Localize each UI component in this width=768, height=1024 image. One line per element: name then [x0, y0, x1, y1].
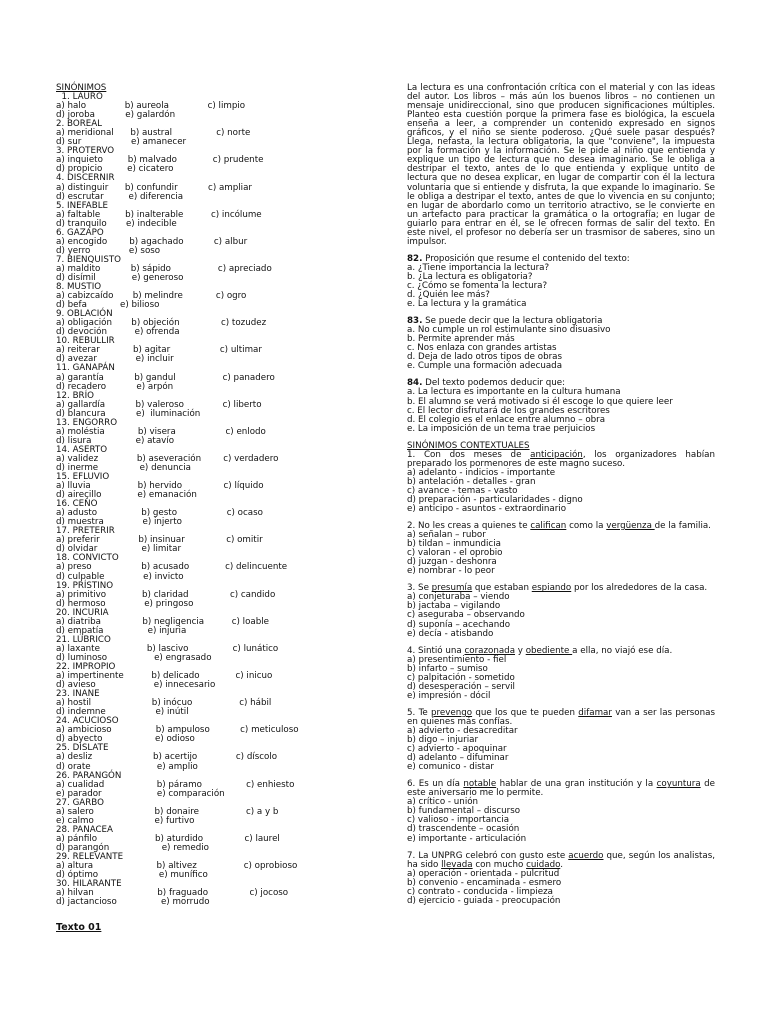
answer-option: c. Nos enlaza con grandes artistas	[407, 343, 557, 354]
question-number: 82.	[407, 253, 423, 264]
answer-option: a) crítico - unión	[407, 797, 479, 808]
synonym-options: d) parangón e) remedio	[56, 842, 209, 853]
answer-option: d) ejercicio - guiada - preocupación	[407, 895, 561, 906]
contextual-question	[407, 852, 715, 906]
synonym-options: d) olvidar e) limitar	[56, 544, 182, 555]
synonym-word: 28. PANACEA	[56, 824, 113, 835]
question-stem: Se puede decir que la lectura obligatoria	[422, 316, 603, 327]
synonym-word: 13. ENGORRO	[56, 417, 118, 428]
synonym-options: a) salero b) donaire c) a y b	[56, 806, 279, 817]
key-word: califican	[530, 521, 567, 532]
answer-option: e. La imposición de un tema trae perjuicios	[407, 423, 596, 434]
synonym-options: a) obligación b) objeción c) tozudez	[56, 318, 267, 329]
synonym-options: a) preso b) acusado c) delincuente	[56, 562, 288, 573]
contextual-question	[407, 584, 715, 638]
answer-option: b) antelación - detalles - gran	[407, 476, 536, 487]
synonym-options: d) blancura e) iluminación	[56, 408, 201, 419]
question-options	[407, 326, 715, 371]
answer-option: a) operación - orientada - pulcritud	[407, 868, 560, 879]
synonym-options: a) garantía b) gandul c) panadero	[56, 372, 275, 383]
contextual-synonyms-title: SINÓNIMOS CONTEXTUALES	[407, 440, 530, 451]
key-word: notable	[463, 779, 497, 790]
synonym-options: d) tranquilo e) indecible	[56, 218, 177, 229]
synonym-options: d) empatía e) injuria	[56, 625, 187, 636]
synonyms-list	[56, 93, 386, 907]
question-stem	[407, 709, 715, 727]
synonym-options: a) altura b) altivez c) oprobioso	[56, 861, 298, 872]
stem-text: 7. La UNPRG celebró con gusto este	[407, 850, 569, 861]
key-word: acuerdo	[568, 850, 604, 861]
synonym-options: d) indemne e) inútil	[56, 707, 189, 718]
answer-option: b) tildan – inmundicia	[407, 539, 501, 550]
synonym-options: a) moléstia b) visera c) enlodo	[56, 426, 266, 437]
synonym-word: 12. BRÍO	[56, 390, 94, 401]
synonym-word: 16. CENO	[56, 499, 98, 510]
synonym-options: a) adusto b) gesto c) ocaso	[56, 508, 263, 519]
synonym-options: d) aireçillo e) emanación	[56, 490, 197, 501]
question-stem	[407, 852, 715, 870]
synonym-options: a) desliz b) acertijo c) díscolo	[56, 752, 278, 763]
synonym-word: 24. ACUCIOSO	[56, 716, 119, 727]
texto-heading: Texto 01	[56, 922, 102, 934]
question-options	[407, 388, 715, 433]
synonym-word: 23. INANE	[56, 689, 100, 700]
synonym-options: e) calmo e) furtivo	[56, 815, 195, 826]
stem-text: 5. Te	[407, 707, 432, 718]
answer-option: b. Permite aprender más	[407, 334, 515, 345]
synonym-word: 1. LAURO	[56, 92, 103, 103]
synonym-word: 30. HILARANTE	[56, 879, 122, 890]
question-84	[407, 379, 715, 433]
synonym-options: a) pánfilo b) aturdido c) laurel	[56, 833, 280, 844]
synonym-options: a) lluvia b) hervido c) líquido	[56, 481, 264, 492]
key-word: prevengo	[431, 707, 473, 718]
contextual-question	[407, 522, 715, 576]
contextual-question	[407, 709, 715, 772]
synonym-word: 8. MUSTIO	[56, 282, 102, 293]
answer-option: e. Cumple una formación adecuada	[407, 361, 563, 372]
contextual-question	[407, 780, 715, 843]
synonym-options: d) culpable e) invicto	[56, 571, 184, 582]
synonym-word: 29. RELEVANTE	[56, 851, 124, 862]
synonym-options: d) hermoso e) pringoso	[56, 598, 194, 609]
answer-option: e. La lectura y la gramática	[407, 299, 527, 310]
answer-option: c) valioso - importancia	[407, 815, 510, 826]
synonym-options: d) muestra e) injerto	[56, 517, 182, 528]
stem-text: de este aniversario me lo permite.	[407, 779, 715, 799]
question-83	[407, 317, 715, 371]
key-word: cuidado	[526, 859, 561, 870]
synonym-word: 3. PROTERVO	[56, 146, 115, 157]
question-stem: Del texto podemos deducir que:	[422, 378, 566, 389]
synonym-options: d) luminoso e) engrasado	[56, 652, 212, 663]
synonym-options: a) meridional b) austral c) norte	[56, 128, 251, 139]
synonyms-column	[56, 84, 386, 932]
synonym-options: e) parador e) comparación	[56, 788, 225, 799]
answer-option: b) infarto – sumiso	[407, 663, 488, 674]
stem-text: van a ser las personas en quienes más confías.	[407, 707, 715, 727]
stem-text: 6. Es un día	[407, 779, 464, 790]
synonym-options: d) disímil e) generoso	[56, 272, 184, 283]
synonym-word: 11. GANAPÁN	[56, 363, 115, 374]
answer-option: a) presentimiento - fiel	[407, 654, 507, 665]
question-number: 84.	[407, 378, 423, 389]
stem-text: 1. Con dos meses de	[407, 449, 531, 460]
stem-text: con mucho	[472, 859, 527, 870]
answer-option: b) convenio - encaminada - esmero	[407, 877, 562, 888]
stem-text: , los organizadores habían preparado los pormenores de este magno suceso.	[407, 449, 715, 469]
synonym-options: a) primitivo b) claridad c) candido	[56, 589, 276, 600]
answer-option: c) palpitación - sometido	[407, 672, 515, 683]
synonym-word: 6. GAZAPO	[56, 227, 104, 238]
answer-option: b. El alumno se verá motivado si él escoge lo que quiere leer	[407, 396, 673, 407]
synonym-options: a) distinguir b) confundir c) ampliar	[56, 182, 252, 193]
synonym-options: d) óptimo e) munífico	[56, 870, 208, 881]
synonym-options: d) joroba e) galardón	[56, 110, 176, 121]
answer-option: a. No cumple un rol estimulante sino disuasivo	[407, 325, 611, 336]
question-stem	[407, 451, 715, 469]
synonym-options: a) faltable b) inalterable c) incólume	[56, 209, 262, 220]
synonym-options: a) cualidad b) páramo c) enhiesto	[56, 779, 295, 790]
contextual-question	[407, 647, 715, 701]
key-word: coyuntura	[656, 779, 701, 790]
stem-text: .	[560, 859, 564, 870]
synonym-options: d) avezar e) incluir	[56, 354, 174, 365]
synonym-word: 17. PRETERIR	[56, 526, 115, 537]
stem-text: 4. Sintió una	[407, 645, 465, 656]
stem-text: como la	[566, 521, 607, 532]
synonym-options: a) diatriba b) negligencia c) loable	[56, 616, 269, 627]
synonym-options: a) inquieto b) malvado c) prudente	[56, 155, 264, 166]
synonym-word: 14. ASERTO	[56, 444, 108, 455]
answer-option: c. El lector disfrutará de los grandes escritores	[407, 405, 610, 416]
synonym-options: d) propicio e) cicatero	[56, 164, 174, 175]
synonym-options: d) befa e) bilioso	[56, 300, 160, 311]
answer-option: b. ¿La lectura es obligatoria?	[407, 271, 533, 282]
answer-option: e) anticipo - asuntos - extraordinario	[407, 504, 567, 515]
synonym-options: a) cabizcaído b) melindre c) ogro	[56, 291, 247, 302]
synonym-word: 15. EFLUVIO	[56, 472, 110, 483]
answer-option: a. La lectura es importante en la cultura humana	[407, 387, 621, 398]
synonym-word: 4. DISCERNIR	[56, 173, 115, 184]
synonym-options: d) yerro e) soso	[56, 245, 161, 256]
answer-option: a) conjeturaba – viendo	[407, 592, 510, 603]
synonym-options: d) abyecto e) odioso	[56, 734, 195, 745]
synonym-word: 20. INCURIA	[56, 607, 109, 618]
synonym-options: a) halo b) aureola c) limpio	[56, 101, 246, 112]
answer-option: e) importante - articulación	[407, 833, 527, 844]
answer-option: b) fundamental – discurso	[407, 806, 521, 817]
answer-option: c) avance - temas - vasto	[407, 485, 518, 496]
key-word: espiando	[531, 583, 572, 594]
answer-option: a) adelanto - indicios - importante	[407, 467, 556, 478]
answer-option: d) desesperación – servil	[407, 681, 515, 692]
synonym-word: 7. BIENQUISTO	[56, 254, 121, 265]
key-word: llevada	[441, 859, 473, 870]
answer-option: b) digo – injuriar	[407, 735, 479, 746]
synonym-options: a) impertinente b) delicado c) inicuo	[56, 671, 273, 682]
answer-option: e) comunico - distar	[407, 762, 494, 773]
stem-text: y	[515, 645, 526, 656]
key-word: obediente	[525, 645, 573, 656]
answer-option: d) preparación - particularidades - digno	[407, 494, 583, 505]
answer-option: d. ¿Quién lee más?	[407, 290, 490, 301]
stem-text: que, según los analistas, ha sido	[407, 850, 715, 870]
stem-text: de la familia.	[654, 521, 711, 532]
synonym-options: d) inerme e) denuncia	[56, 462, 191, 473]
synonym-options: a) reiterar b) agitar c) ultimar	[56, 345, 262, 356]
answer-option: a) señalan – rubor	[407, 530, 486, 541]
answer-option: b) jactaba – vigilando	[407, 601, 501, 612]
synonym-options: d) recadero e) arpón	[56, 381, 174, 392]
synonym-word: 19. PRÍSTINO	[56, 580, 114, 591]
synonym-options: d) devoción e) ofrenda	[56, 327, 180, 338]
synonym-word: 5. INEFABLE	[56, 200, 109, 211]
key-word: corazonada	[464, 645, 516, 656]
answer-option: d. Deja de lado otros tipos de obras	[407, 352, 563, 363]
answer-option: e) decía - atisbando	[407, 628, 494, 639]
synonym-options: d) orate e) amplio	[56, 761, 198, 772]
synonym-options: a) gallardía b) valeroso c) liberto	[56, 399, 262, 410]
synonym-word: 27. GARBO	[56, 797, 104, 808]
key-word: presumía	[431, 583, 473, 594]
answer-option: e) impresión - dócil	[407, 690, 491, 701]
answer-option: c) aseguraba – observando	[407, 610, 525, 621]
question-number: 83.	[407, 316, 423, 327]
answer-option: a. ¿Tiene importancia la lectura?	[407, 262, 550, 273]
answer-option: d) juzgan - deshonra	[407, 557, 497, 568]
stem-text: por los alrededores de la casa.	[571, 583, 708, 594]
synonym-word: 2. BOREAL	[56, 119, 103, 130]
synonym-options: a) preferir b) insinuar c) omitir	[56, 535, 263, 546]
synonym-options: a) ambicioso b) ampuloso c) meticuloso	[56, 725, 299, 736]
question-options	[407, 264, 715, 309]
answer-option: c. ¿Cómo se fomenta la lectura?	[407, 280, 548, 291]
answer-option: c) advierto - apoquinar	[407, 744, 507, 755]
synonym-word: 22. IMPROPIO	[56, 662, 116, 672]
synonym-options: d) jactancioso e) morrudo	[56, 897, 210, 908]
answer-option: d) adelanto – difuminar	[407, 753, 509, 764]
synonym-options: a) validez b) aseveración c) verdadero	[56, 453, 279, 464]
answer-option: d) suponía – acechando	[407, 619, 511, 630]
stem-text: hablar de una gran institución y la	[496, 779, 657, 790]
answer-option: c) valoran - el oprobio	[407, 548, 503, 559]
key-word: difamar	[578, 707, 612, 718]
question-stem: Proposición que resume el contenido del texto:	[422, 253, 630, 264]
synonym-word: 21. LÚBRICO	[56, 634, 111, 645]
synonym-options: d) avieso e) innecesario	[56, 680, 216, 691]
synonym-options: a) maldito b) sápido c) apreciado	[56, 263, 272, 274]
synonym-word: 9. OBLACIÓN	[56, 309, 113, 320]
synonym-word: 26. PARANGÓN	[56, 770, 122, 781]
synonym-options: a) encogido b) agachado c) albur	[56, 236, 248, 247]
key-word: vergüenza	[606, 521, 655, 532]
answer-option: c) contrato - conducida - limpieza	[407, 886, 553, 897]
question-stem	[407, 780, 715, 798]
contextual-question	[407, 451, 715, 514]
synonym-word: 25. DISLATE	[56, 743, 109, 754]
stem-text: 3. Se	[407, 583, 432, 594]
key-word: anticipación	[530, 449, 583, 460]
answer-option: d. El colegio es el enlace entre alumno – obra	[407, 414, 606, 425]
stem-text: a ella, no viajó ese día.	[572, 645, 673, 656]
answer-option: a) advierto - desacreditar	[407, 726, 518, 736]
reading-passage: La lectura es una confrontación crítica con el material y con las ideas del autor. Los libros – más aún los buenos libros – no contienen un mensaje unidireccional, sino que producen significaciones múltiples. Planteo esta cuestión porque la primera fase es biológica, la escuela enseña a leer, a comprender un contenido expresado en signos gráficos, y el niño se siente poderoso. ¿Qué suele pasar después? Llega, nefasta, la lectura obligatoria, la que "conviene", la impuesta por la formación y la información. Se le pide al niño que entienda y explique un tipo de lectura que no desea imaginario. Se le obliga a destripar el texto, antes de lo que entienda y explique untito de lectura que no desea explicar, en lugar de compartir con él la lectura voluntaria que si entiende y disfruta, la que expande lo imaginario. Se le obliga a destripar el texto, antes de que lo vivencia en su conjunto; en lugar de abordarlo como un territorio atractivo, se le convierte en un artefacto para practicar la gramática o la ortografía; en lugar de guiarlo para entrar en él, se le ofrecen formas de salir del texto. En este nivel, el profesor no debería ser un trasmisor de saberes, sino un impulsor.	[407, 83, 715, 247]
synonym-options: d) escrutar e) diferencia	[56, 191, 184, 202]
stem-text: que los que te pueden	[472, 707, 579, 718]
synonym-options: a) hilvan b) fraguado c) jocoso	[56, 888, 289, 899]
stem-text: 2. No les creas a quienes te	[407, 521, 531, 532]
synonym-options: a) hostil b) inócuo c) hábil	[56, 698, 272, 709]
synonym-options: d) lisura e) atavío	[56, 435, 175, 446]
stem-text: que estaban	[472, 583, 532, 594]
answer-option: e) nombrar - lo peor	[407, 566, 495, 577]
synonyms-title: SINÓNIMOS	[56, 83, 107, 93]
synonym-options: a) laxante b) lascivo c) lunático	[56, 643, 279, 654]
reading-column	[407, 84, 715, 906]
question-82	[407, 255, 715, 309]
synonym-options: d) sur e) amanecer	[56, 137, 187, 148]
synonym-word: 10. REBULLIR	[56, 336, 115, 347]
synonym-word: 18. CONVICTO	[56, 553, 119, 564]
contextual-synonyms-list	[407, 451, 715, 906]
answer-option: d) trascendente – ocasión	[407, 824, 520, 835]
